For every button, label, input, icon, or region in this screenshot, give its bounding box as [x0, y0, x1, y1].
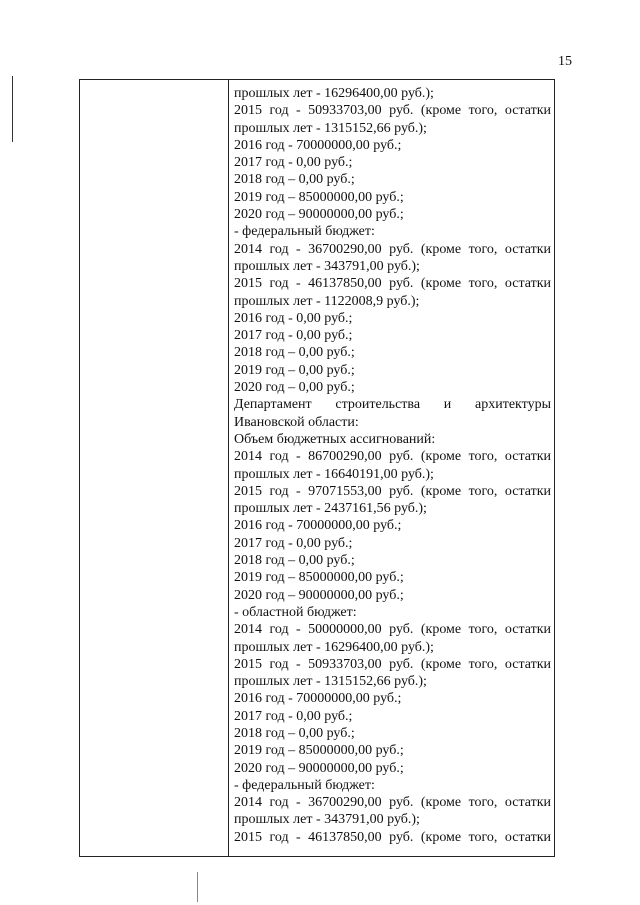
text-line: 2015 год - 50933703,00 руб. (кроме того, остатки — [234, 103, 551, 119]
text-line: прошлых лет - 1315152,66 руб.); — [234, 674, 427, 690]
scan-edge-mark — [12, 76, 13, 142]
text-line: прошлых лет - 16640191,00 руб.); — [234, 466, 434, 482]
text-line: 2018 год – 0,00 руб.; — [234, 172, 355, 188]
text-line: 2017 год - 0,00 руб.; — [234, 708, 353, 724]
text-line: 2017 год - 0,00 руб.; — [234, 328, 353, 344]
text-line: 2018 год – 0,00 руб.; — [234, 345, 355, 361]
text-line: 2016 год - 70000000,00 руб.; — [234, 137, 402, 153]
text-line: Объем бюджетных ассигнований: — [234, 431, 436, 447]
text-line: 2020 год – 90000000,00 руб.; — [234, 760, 404, 776]
text-line: 2020 год – 0,00 руб.; — [234, 380, 355, 396]
text-line: 2019 год – 0,00 руб.; — [234, 362, 355, 378]
text-line: 2019 год – 85000000,00 руб.; — [234, 570, 404, 586]
text-line: 2015 год - 97071553,00 руб. (кроме того, остатки — [234, 483, 551, 499]
text-line: прошлых лет - 2437161,56 руб.); — [234, 501, 427, 517]
text-line: 2020 год – 90000000,00 руб.; — [234, 207, 404, 223]
text-line: - федеральный бюджет: — [234, 224, 375, 240]
text-line: 2015 год - 46137850,00 руб. (кроме того, остатки — [234, 829, 551, 845]
text-line: прошлых лет - 16296400,00 руб.); — [234, 639, 434, 655]
text-line: - федеральный бюджет: — [234, 777, 375, 793]
text-line: 2017 год - 0,00 руб.; — [234, 155, 353, 171]
text-line: 2016 год - 70000000,00 руб.; — [234, 518, 402, 534]
text-line: 2015 год - 46137850,00 руб. (кроме того, остатки — [234, 276, 551, 292]
text-line: 2014 год - 50000000,00 руб. (кроме того, остатки — [234, 622, 551, 638]
text-line: прошлых лет - 343791,00 руб.); — [234, 258, 420, 274]
text-line: 2014 год - 86700290,00 руб. (кроме того, остатки — [234, 449, 551, 465]
text-line: Ивановской области: — [234, 414, 359, 430]
text-line: Департамент строительства и архитектуры — [234, 397, 551, 413]
text-line: 2018 год – 0,00 руб.; — [234, 725, 355, 741]
text-line: 2020 год – 90000000,00 руб.; — [234, 587, 404, 603]
text-line: 2016 год - 70000000,00 руб.; — [234, 691, 402, 707]
table-right-column — [229, 80, 554, 856]
text-line: 2018 год – 0,00 руб.; — [234, 553, 355, 569]
budget-table — [79, 79, 555, 857]
text-line: 2019 год – 85000000,00 руб.; — [234, 189, 404, 205]
table-left-column — [80, 80, 229, 856]
text-line: 2014 год - 36700290,00 руб. (кроме того, остатки — [234, 795, 551, 811]
scan-edge-mark-bottom — [197, 872, 198, 902]
text-line: 2019 год – 85000000,00 руб.; — [234, 743, 404, 759]
text-line: прошлых лет - 1122008,9 руб.); — [234, 293, 420, 309]
text-line: прошлых лет - 343791,00 руб.); — [234, 812, 420, 828]
text-line: прошлых лет - 16296400,00 руб.); — [234, 86, 434, 101]
text-line: 2016 год - 0,00 руб.; — [234, 310, 353, 326]
text-line: 2014 год - 36700290,00 руб. (кроме того, остатки — [234, 241, 551, 257]
page-number: 15 — [558, 54, 572, 69]
text-line: 2015 год - 50933703,00 руб. (кроме того, остатки — [234, 656, 551, 672]
text-line: - областной бюджет: — [234, 604, 357, 620]
text-line: прошлых лет - 1315152,66 руб.); — [234, 120, 427, 136]
text-line: 2017 год - 0,00 руб.; — [234, 535, 353, 551]
